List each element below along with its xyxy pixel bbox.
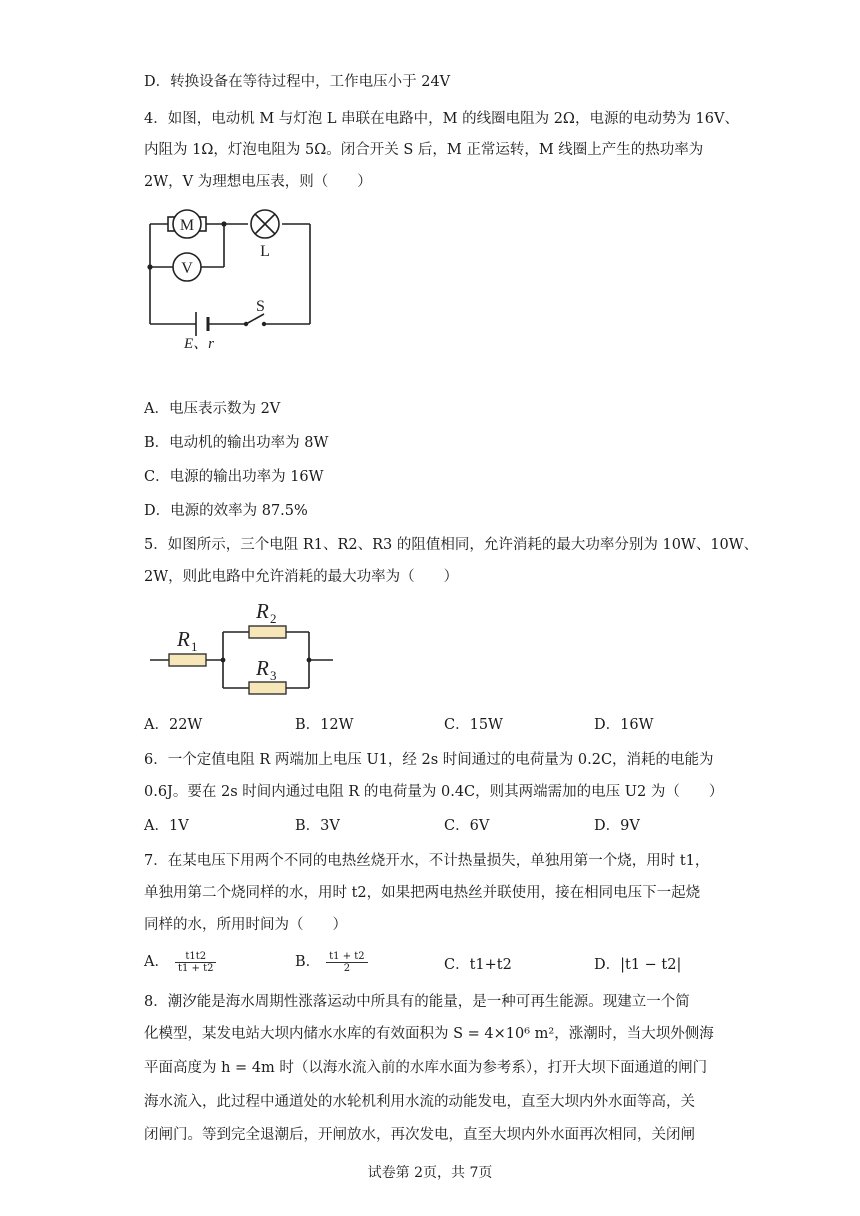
q8-stem-line-3: 平面高度为 h = 4m 时（以海水流入前的水库水面为参考系），打开大坝下面通道的闸门 (144, 1060, 708, 1076)
lamp-label: L (260, 243, 270, 260)
q5-option-d: D．16W (594, 717, 654, 733)
q7-stem-line-3: 同样的水，所用时间为（ ） (144, 917, 347, 933)
page-footer: 试卷第 2页，共 7页 (367, 1165, 493, 1181)
voltmeter-label: V (181, 260, 193, 277)
r2-subscript: 2 (270, 611, 277, 626)
q5-option-b: B．12W (295, 717, 354, 733)
r3-label: R (256, 656, 269, 680)
q5-stem-line-1: 5．如图所示，三个电阻 R1、R2、R3 的阻值相同，允许消耗的最大功率分别为 10W、10W、 (144, 537, 759, 553)
q7-stem-line-2: 单独用第二个烧同样的水，用时 t2，如果把两电热丝并联使用，接在相同电压下一起烧 (144, 885, 701, 901)
q7-option-a-denominator: t1 + t2 (177, 962, 214, 974)
q6-option-c: C．6V (444, 818, 490, 834)
q4-option-a: A．电压表示数为 2V (144, 401, 281, 417)
q5-resistor-diagram (145, 596, 345, 706)
q5-option-c: C．15W (444, 717, 503, 733)
q8-stem-line-4: 海水流入，此过程中通道处的水轮机利用水流的动能发电，直至大坝内外水面等高，关 (144, 1094, 695, 1110)
q8-stem-line-1: 8．潮汐能是海水周期性涨落运动中所具有的能量，是一种可再生能源。现建立一个简 (144, 994, 690, 1010)
q7-option-a-fraction (175, 951, 217, 974)
q4-circuit-diagram (140, 200, 340, 360)
q6-option-d: D．9V (594, 818, 640, 834)
q5-option-a: A．22W (144, 717, 203, 733)
q7-option-b-fraction (326, 951, 368, 974)
q7-option-b (295, 950, 368, 974)
r1-subscript: 1 (191, 639, 198, 654)
q7-option-b-label: B． (295, 954, 321, 970)
q7-option-b-denominator: 2 (343, 962, 351, 974)
q7-option-d: D．|t1 − t2| (594, 957, 682, 973)
q4-option-d: D．电源的效率为 87.5% (144, 503, 308, 519)
q7-option-a-label: A． (144, 954, 169, 970)
q8-stem-line-5: 闭闸门。等到完全退潮后，开闸放水，再次发电，直至大坝内外水面再次相同，关闭闸 (144, 1127, 695, 1143)
q4-option-b: B．电动机的输出功率为 8W (144, 435, 329, 451)
switch-label: S (256, 298, 265, 315)
q7-option-a-numerator: t1t2 (175, 951, 217, 963)
motor-label: M (179, 217, 195, 234)
q6-stem-line-1: 6．一个定值电阻 R 两端加上电压 U1，经 2s 时间通过的电荷量为 0.2C，消耗的电能为 (144, 752, 714, 768)
q4-stem-line-2: 内阻为 1Ω，灯泡电阻为 5Ω。闭合开关 S 后，M 正常运转，M 线圈上产生的热功率为 (144, 142, 704, 158)
q7-option-a (144, 950, 216, 974)
q5-stem-line-2: 2W，则此电路中允许消耗的最大功率为（ ） (144, 569, 459, 585)
q6-option-b: B．3V (295, 818, 340, 834)
q3-option-d: D．转换设备在等待过程中，工作电压小于 24V (144, 74, 451, 90)
q6-option-a: A．1V (144, 818, 189, 834)
q8-stem-line-2: 化模型，某发电站大坝内储水水库的有效面积为 S = 4×10⁶ m²，涨潮时，当大坝外侧海 (144, 1026, 714, 1042)
r2-label: R (256, 599, 269, 623)
q7-option-b-numerator: t1 + t2 (326, 951, 368, 963)
source-label: E、r (184, 336, 215, 352)
q4-option-c: C．电源的输出功率为 16W (144, 469, 324, 485)
q4-stem-line-3: 2W，V 为理想电压表，则（ ） (144, 174, 372, 190)
q6-stem-line-2: 0.6J。要在 2s 时间内通过电阻 R 的电荷量为 0.4C，则其两端需加的电压 U2 为（ ） (144, 784, 724, 800)
q7-option-c: C．t1+t2 (444, 957, 512, 973)
q7-stem-line-1: 7．在某电压下用两个不同的电热丝烧开水，不计热量损失，单独用第一个烧，用时 t1， (144, 853, 710, 869)
q4-stem-line-1: 4．如图，电动机 M 与灯泡 L 串联在电路中，M 的线圈电阻为 2Ω，电源的电动势为 16V、 (144, 111, 739, 127)
r1-label: R (177, 627, 190, 651)
r3-subscript: 3 (270, 668, 277, 683)
